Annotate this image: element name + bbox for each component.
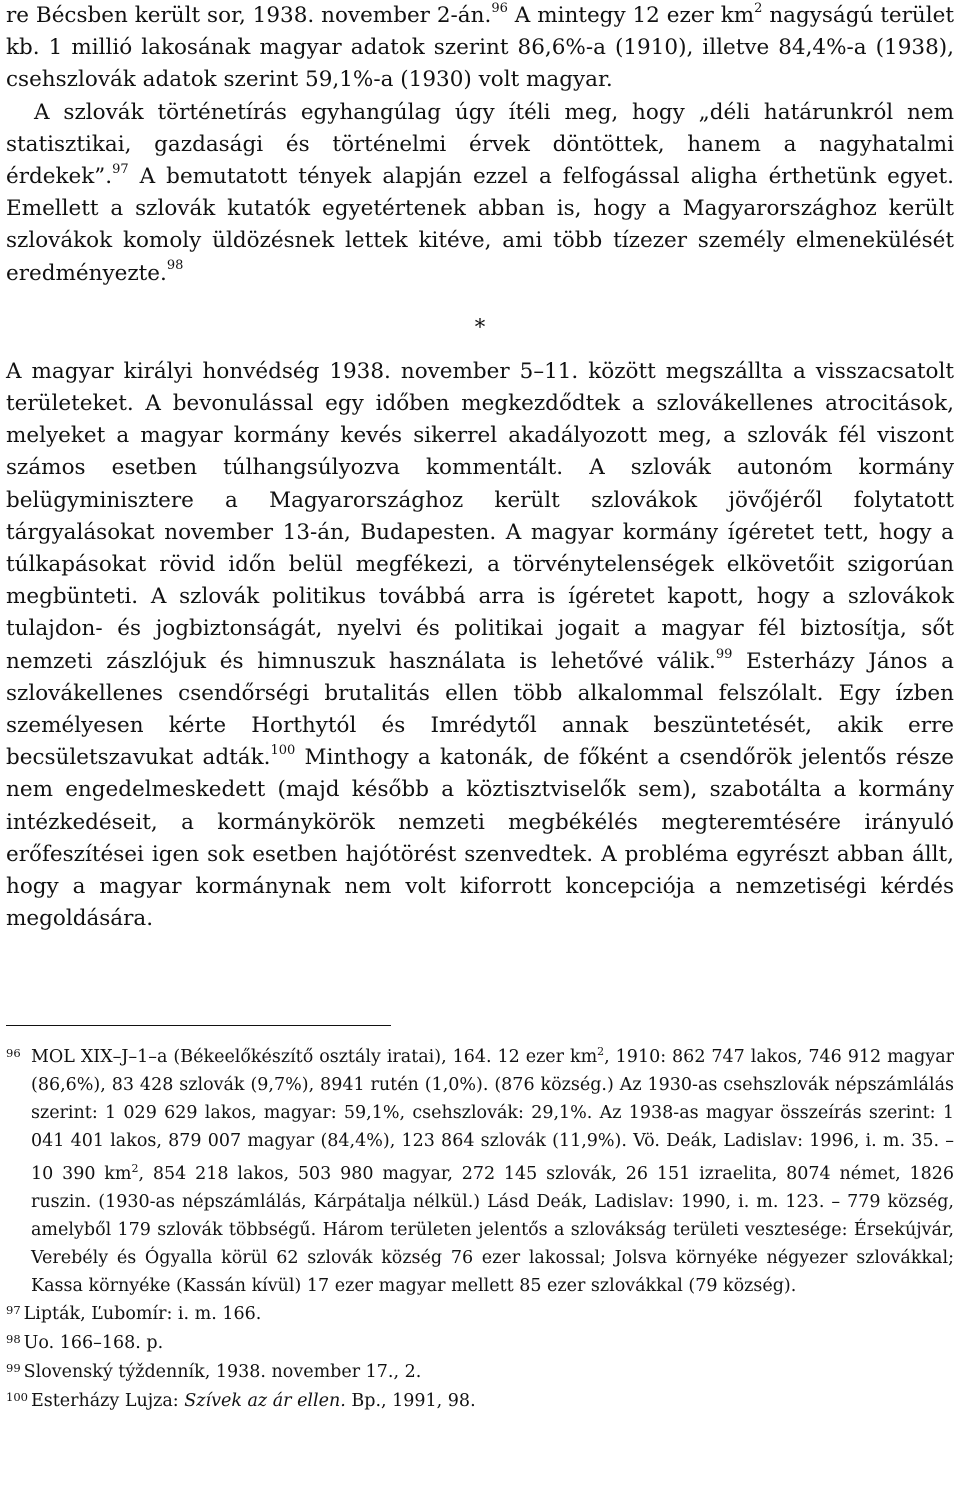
superscript-2: 2	[597, 1045, 605, 1059]
paragraph-2	[6, 97, 954, 290]
spacer	[6, 935, 954, 1025]
text-run: Esterházy János a szlovákellenes csendőrségi brutalitás ellen több alkalommal felszólalt. Egy ízben személyesen kérte Horthytól és Imrédytől annak beszüntetését, akik erre becsületszavukat adták.	[6, 648, 954, 771]
footnote-ref-96[interactable]: 96	[491, 0, 508, 16]
book-title: Szívek az ár ellen.	[184, 1391, 346, 1412]
section-separator: *	[474, 314, 486, 339]
footnote-98	[6, 1329, 954, 1358]
footnote-number: 97	[6, 1303, 21, 1318]
footnote-text: Uo. 166–168. p.	[23, 1333, 164, 1354]
footnote-text: Slovenský týždenník, 1938. november 17., 2.	[23, 1362, 422, 1383]
superscript-2: 2	[754, 0, 763, 16]
superscript-2: 2	[131, 1162, 139, 1176]
text-run: , 1910: 862 747 lakos, 746 912 magyar (86,6%), 83 428 szlovák (9,7%), 8941 rutén (1,0%). (876 község.) Az 1930-as csehszlovák népszámlálás szerint: 1 029 629 lakos, magyar: 59,1%, csehszlovák: 29,1%. Az 1938-as magyar összeírás szerint: 1 041 401 lakos, 879 007 magyar (84,4%), 123 864 szlovák (11,9%). Vö. Deák, Ladislav: 1996, i. m. 35. – 10 390 km	[31, 1047, 954, 1185]
footnote-100	[6, 1387, 954, 1416]
text-run: A mintegy 12 ezer km	[507, 3, 755, 28]
text-run: Esterházy Lujza:	[30, 1391, 185, 1412]
main-text	[6, 0, 954, 935]
footnote-number: 99	[6, 1361, 21, 1376]
footnote-99	[6, 1358, 954, 1387]
text-run: MOL XIX–J–1–a (Békeelőkészítő osztály iratai), 164. 12 ezer km	[31, 1047, 598, 1068]
footnote-97	[6, 1300, 954, 1329]
text-run: A magyar királyi honvédség 1938. november 5–11. között megszállta a visszacsatolt területeket. A bevonulással egy időben megkezdődtek a szlovákellenes atrocitások, melyeket a magyar kormány kevés sikerrel akadályozott meg, a szlovák fél viszont számos esetben túlhangsúlyozva kommentált. A szlovák autonóm kormány belügyminisztere a Magyarországhoz került szlovákok jövőjéről folytatott tárgyalásokat november 13-án, Budapesten. A magyar kormány ígéretet tett, hogy a túlkapásokat rövid időn belül megfékezi, a törvénytelenségek elkövetőit szigorúan megbünteti. A szlovák politikus továbbá arra is ígéretet kapott, hogy a szlovákok tulajdon- és jogbiztonságát, nyelvi és politikai jogait a magyar fél biztosítja, sőt nemzeti zászlójuk és himnuszuk használata is lehetővé válik.	[6, 358, 954, 674]
paragraph-3	[6, 356, 954, 936]
text-run: Bp., 1991, 98.	[345, 1391, 476, 1412]
text-run: A bemutatott tények alapján ezzel a felfogással aligha érthetünk egyet. Emellett a szlovák kutatók egyetértenek abban is, hogy a Magyarországhoz került szlovákok komoly üldözésnek lettek kitéve, ami több tízezer személy elmenekülését eredményezte.	[6, 164, 954, 286]
footnote-ref-97[interactable]: 97	[112, 161, 129, 177]
footnote-text: Lipták, Ľubomír: i. m. 166.	[23, 1304, 262, 1325]
text-run: nagyságú terület kb. 1 millió lakosának magyar adatok szerint 86,6%-a (1910), illetve 84,4%-a (1938), csehszlovák adatok szerint 59,1%-a (1930) volt magyar.	[6, 3, 955, 93]
footnote-number: 96	[6, 1046, 21, 1061]
text-run: re Bécsben került sor, 1938. november 2-án.	[6, 3, 492, 28]
footnote-text	[31, 1387, 954, 1415]
footnote-number: 98	[6, 1332, 21, 1347]
footnote-text	[31, 1038, 954, 1300]
text-run: , 854 218 lakos, 503 980 magyar, 272 145 szlovák, 26 151 izraelita, 8074 német, 1826 ruszin. (1930-as népszámlálás, Kárpátalja nélkül.) Lásd Deák, Ladislav: 1990, i. m. 123. – 779 község, amelyből 179 szlovák többségű. Három területen jelentős a szlovákság területi vesztesége: Érsekújvár, Verebély és Ógyalla körül 62 szlovák község 76 ezer lakossal; Jolsva környéke négyezer szlovákkal; Kassa környéke (Kassán kívül) 17 ezer magyar mellett 85 ezer szlovákkal (79 község).	[31, 1164, 954, 1297]
footnote-divider	[6, 1025, 391, 1026]
footnote-96	[6, 1038, 954, 1300]
paragraph-1	[6, 0, 954, 97]
text-run: A szlovák történetírás egyhangúlag úgy ítéli meg, hogy „déli határunkról nem statisztikai, gazdasági és történelmi érvek döntöttek, hanem a nagyhatalmi érdekek”.	[6, 99, 954, 190]
footnote-ref-99[interactable]: 99	[715, 646, 733, 662]
document-page	[6, 0, 954, 1416]
spacer	[6, 290, 954, 304]
footnotes	[6, 1038, 954, 1416]
footnote-ref-98[interactable]: 98	[166, 258, 184, 274]
footnote-ref-100[interactable]: 100	[270, 743, 296, 759]
footnote-number: 100	[6, 1390, 28, 1405]
text-run: Minthogy a katonák, de főként a csendőrök jelentős része nem engedelmeskedett (majd később a köztisztviselők sem), szabotálta a kormány intézkedéseit, a kormánykörök nemzeti megbékélés megteremtésére irányuló erőfeszítései igen sok esetben hajótörést szenvedtek. A probléma egyrészt abban állt, hogy a magyar kormánynak nem volt kiforrott koncepciója a nemzetiségi kérdés megoldására.	[6, 745, 954, 932]
